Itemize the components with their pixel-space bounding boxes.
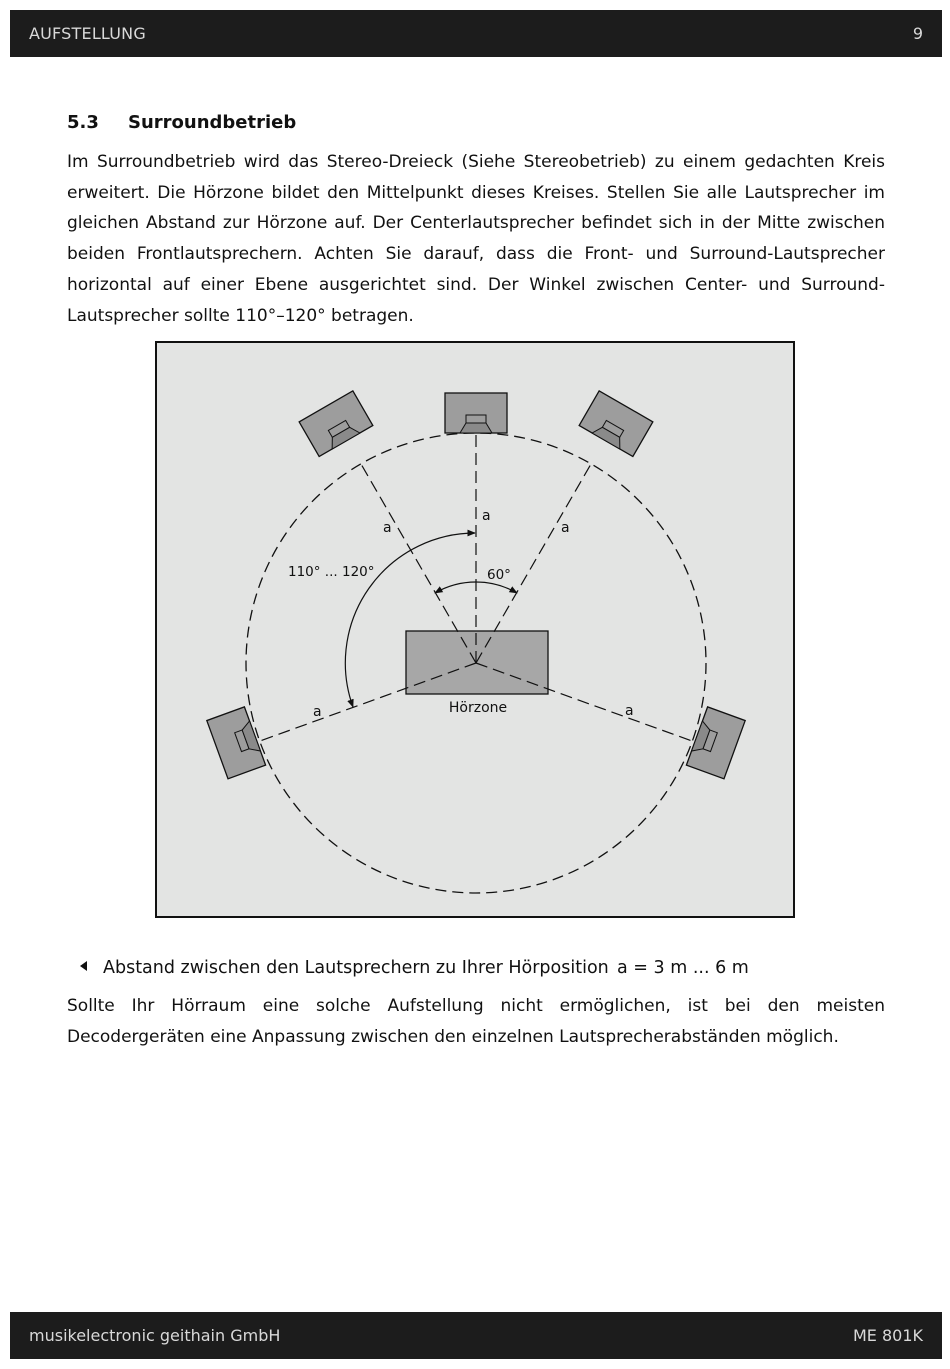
section-heading <box>67 112 296 133</box>
section-title: Surroundbetrieb <box>128 112 297 133</box>
header-section-title: AUFSTELLUNG <box>29 24 146 43</box>
distance-label-center: a <box>482 508 491 524</box>
listening-zone <box>406 631 548 694</box>
speaker-bullet-icon <box>80 961 87 971</box>
distance-label-front-right: a <box>561 520 570 536</box>
page-footer <box>10 1312 942 1359</box>
bullet-text: Abstand zwischen den Lautsprechern zu Ihrer Hörposition <box>103 958 609 978</box>
distance-bullet <box>80 958 749 978</box>
angle-label-front: 60° <box>487 567 511 583</box>
surround-setup-diagram <box>155 341 795 918</box>
distance-formula: a = 3 m ... 6 m <box>617 958 749 978</box>
listening-zone-label: Hörzone <box>448 700 508 716</box>
distance-label-front-left: a <box>383 520 392 536</box>
distance-label-surround-right: a <box>625 703 634 719</box>
footer-model: ME 801K <box>852 1326 923 1345</box>
outro-paragraph: Sollte Ihr Hörraum eine solche Aufstellung nicht ermöglichen, ist bei den meisten Decodergeräten eine Anpassung zwischen den einzelnen Lautsprecherabständen möglich. <box>67 996 885 1047</box>
footer-company: musikelectronic geithain GmbH <box>29 1326 281 1345</box>
distance-label-surround-left: a <box>313 704 322 720</box>
section-number: 5.3 <box>67 112 99 133</box>
intro-paragraph: Im Surroundbetrieb wird das Stereo-Dreieck (Siehe Stereobetrieb) zu einem gedachten Kreis erweitert. Die Hörzone bildet den Mittelpunkt dieses Kreises. Stellen Sie alle Lautsprecher im gleichen Abstand zur Hörzone auf. Der Centerlautsprecher befindet sich in der Mitte zwischen beiden Frontlautsprechern. Achten Sie darauf, dass die Front- und Surround-Lautsprecher horizontal auf einer Ebene ausgerichtet sind. Der Winkel zwischen Center- und Surround-Lautsprecher sollte 110°–120° betragen. <box>67 152 885 326</box>
page-header <box>10 10 942 57</box>
center-speaker <box>445 393 507 433</box>
page-number: 9 <box>912 24 923 43</box>
angle-label-wide: 110° ... 120° <box>288 564 375 580</box>
